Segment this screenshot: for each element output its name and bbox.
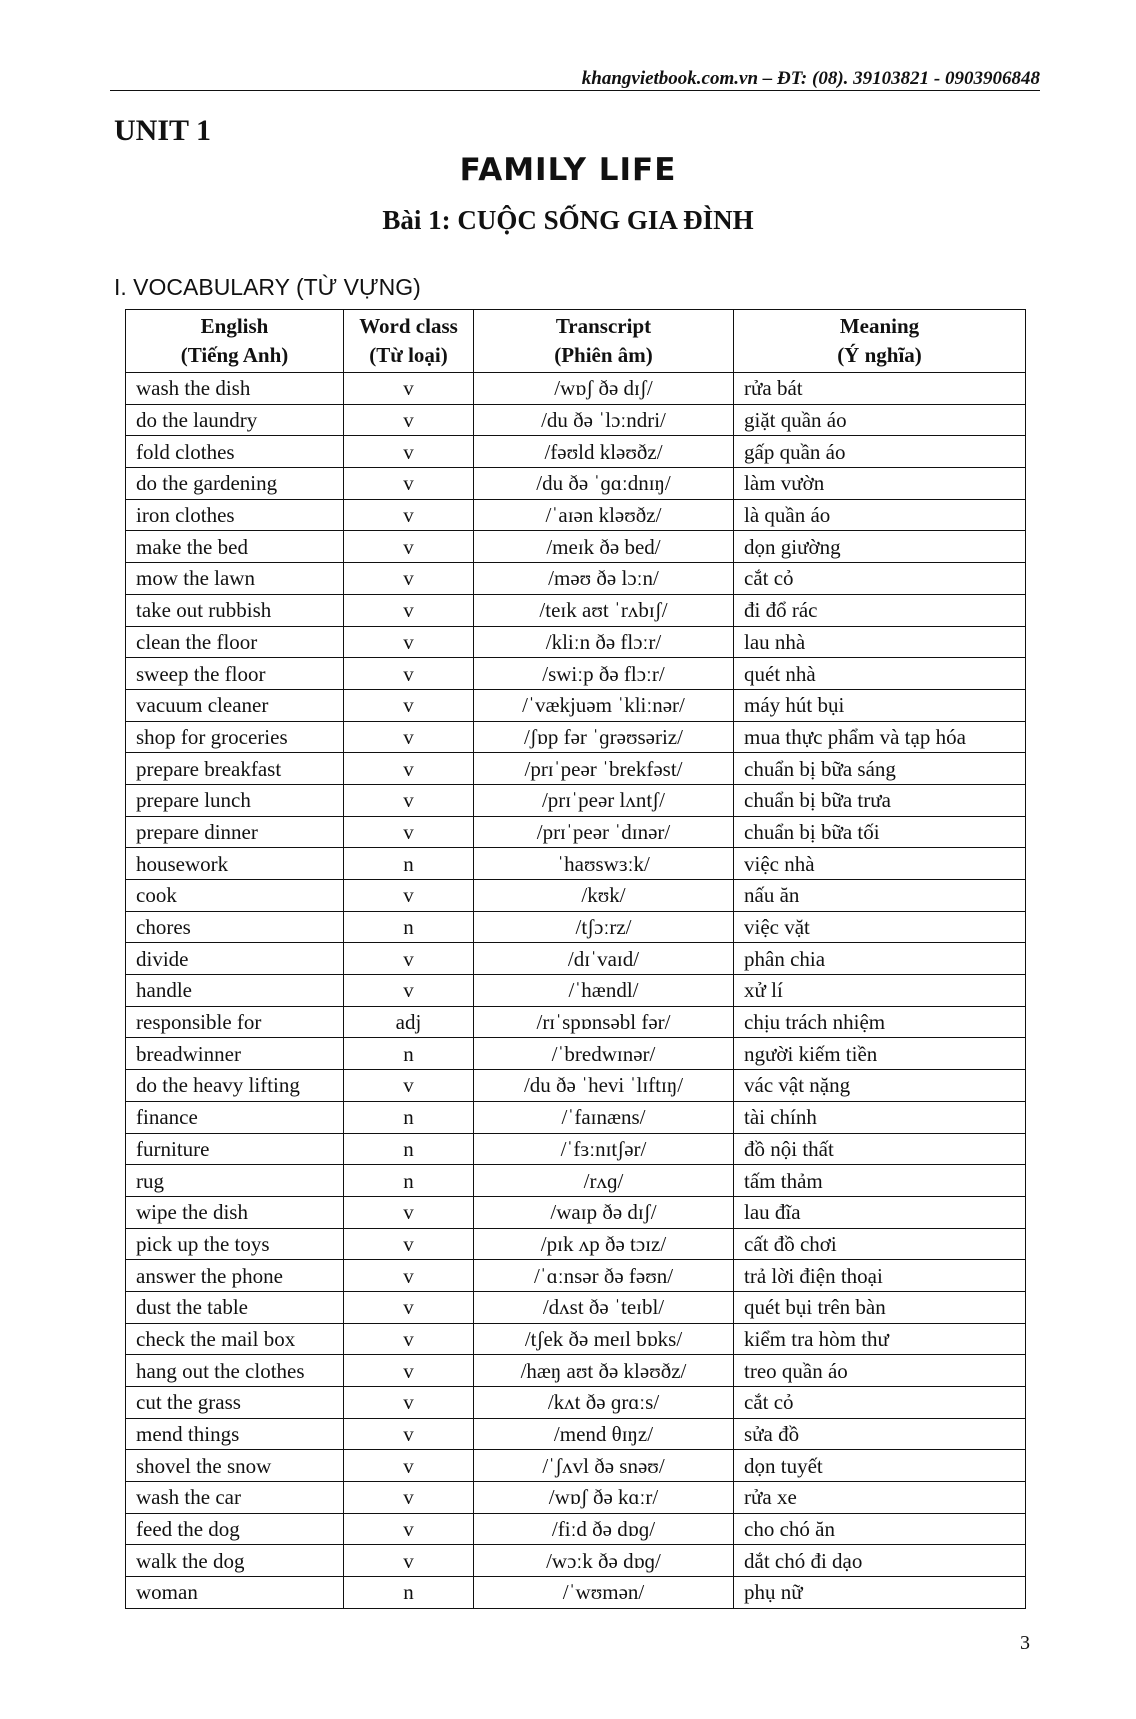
cell-transcript: /dɪˈvaɪd/	[474, 943, 734, 975]
table-row	[126, 911, 1026, 943]
cell-word-class: n	[344, 911, 474, 943]
cell-english: shop for groceries	[126, 721, 344, 753]
cell-english: walk the dog	[126, 1545, 344, 1577]
cell-meaning: cắt cỏ	[734, 1387, 1026, 1419]
cell-transcript: /ˈfɜːnɪtʃər/	[474, 1133, 734, 1165]
header-english: English (Tiếng Anh)	[126, 310, 344, 373]
table-row	[126, 373, 1026, 405]
cell-english: take out rubbish	[126, 594, 344, 626]
cell-meaning: cho chó ăn	[734, 1513, 1026, 1545]
cell-english: finance	[126, 1101, 344, 1133]
cell-word-class: v	[344, 1513, 474, 1545]
cell-english: divide	[126, 943, 344, 975]
cell-word-class: v	[344, 943, 474, 975]
cell-transcript: /prɪˈpeər lʌntʃ/	[474, 784, 734, 816]
table-row	[126, 658, 1026, 690]
cell-meaning: phân chia	[734, 943, 1026, 975]
cell-word-class: v	[344, 1196, 474, 1228]
cell-word-class: v	[344, 1323, 474, 1355]
table-row	[126, 563, 1026, 595]
cell-transcript: /wɔːk ðə dɒɡ/	[474, 1545, 734, 1577]
cell-word-class: v	[344, 1291, 474, 1323]
cell-transcript: /wɒʃ ðə dɪʃ/	[474, 373, 734, 405]
cell-english: do the laundry	[126, 404, 344, 436]
cell-word-class: adj	[344, 1006, 474, 1038]
table-row	[126, 1070, 1026, 1102]
header-meaning: Meaning (Ý nghĩa)	[734, 310, 1026, 373]
cell-meaning: nấu ăn	[734, 880, 1026, 912]
cell-transcript: /ˈhændl/	[474, 975, 734, 1007]
cell-transcript: /ˈbredwɪnər/	[474, 1038, 734, 1070]
cell-transcript: /ˈʃʌvl ðə snəʊ/	[474, 1450, 734, 1482]
cell-transcript: /rɪˈspɒnsəbl fər/	[474, 1006, 734, 1038]
cell-english: dust the table	[126, 1291, 344, 1323]
cell-transcript: /ʃɒp fər ˈɡrəʊsəriz/	[474, 721, 734, 753]
cell-word-class: v	[344, 658, 474, 690]
cell-english: chores	[126, 911, 344, 943]
cell-english: furniture	[126, 1133, 344, 1165]
cell-meaning: mua thực phẩm và tạp hóa	[734, 721, 1026, 753]
cell-transcript: /wɒʃ ðə kɑːr/	[474, 1482, 734, 1514]
table-row	[126, 1165, 1026, 1197]
cell-word-class: v	[344, 1228, 474, 1260]
table-row	[126, 1450, 1026, 1482]
cell-english: iron clothes	[126, 499, 344, 531]
cell-word-class: v	[344, 563, 474, 595]
table-row	[126, 784, 1026, 816]
table-row	[126, 531, 1026, 563]
table-row	[126, 689, 1026, 721]
cell-english: check the mail box	[126, 1323, 344, 1355]
cell-transcript: /waɪp ðə dɪʃ/	[474, 1196, 734, 1228]
cell-meaning: giặt quần áo	[734, 404, 1026, 436]
cell-transcript: /ˈfaɪnæns/	[474, 1101, 734, 1133]
cell-meaning: máy hút bụi	[734, 689, 1026, 721]
cell-meaning: gấp quần áo	[734, 436, 1026, 468]
cell-transcript: /du ðə ˈhevi ˈlɪftɪŋ/	[474, 1070, 734, 1102]
table-row	[126, 1355, 1026, 1387]
cell-meaning: tài chính	[734, 1101, 1026, 1133]
cell-word-class: v	[344, 594, 474, 626]
cell-transcript: /meɪk ðə bed/	[474, 531, 734, 563]
cell-meaning: treo quần áo	[734, 1355, 1026, 1387]
cell-meaning: rửa xe	[734, 1482, 1026, 1514]
table-row	[126, 1038, 1026, 1070]
table-row	[126, 1323, 1026, 1355]
cell-word-class: v	[344, 1545, 474, 1577]
cell-meaning: việc vặt	[734, 911, 1026, 943]
cell-transcript: /hæŋ aʊt ðə kləʊðz/	[474, 1355, 734, 1387]
table-row	[126, 1196, 1026, 1228]
cell-transcript: /kʊk/	[474, 880, 734, 912]
cell-word-class: n	[344, 1165, 474, 1197]
table-row	[126, 943, 1026, 975]
cell-meaning: chịu trách nhiệm	[734, 1006, 1026, 1038]
cell-english: breadwinner	[126, 1038, 344, 1070]
cell-transcript: /ˈvækjuəm ˈkliːnər/	[474, 689, 734, 721]
cell-english: pick up the toys	[126, 1228, 344, 1260]
cell-meaning: lau đĩa	[734, 1196, 1026, 1228]
cell-english: do the heavy lifting	[126, 1070, 344, 1102]
cell-transcript: /rʌɡ/	[474, 1165, 734, 1197]
cell-word-class: v	[344, 689, 474, 721]
cell-english: answer the phone	[126, 1260, 344, 1292]
cell-word-class: n	[344, 1577, 474, 1609]
table-body	[126, 373, 1026, 1609]
header-transcript: Transcript (Phiên âm)	[474, 310, 734, 373]
table-row	[126, 721, 1026, 753]
cell-word-class: v	[344, 975, 474, 1007]
cell-meaning: là quần áo	[734, 499, 1026, 531]
cell-word-class: v	[344, 499, 474, 531]
header-word-class: Word class (Từ loại)	[344, 310, 474, 373]
cell-english: rug	[126, 1165, 344, 1197]
cell-meaning: chuẩn bị bữa trưa	[734, 784, 1026, 816]
table-row	[126, 1133, 1026, 1165]
cell-english: shovel the snow	[126, 1450, 344, 1482]
table-row	[126, 468, 1026, 500]
cell-english: make the bed	[126, 531, 344, 563]
table-row	[126, 880, 1026, 912]
cell-word-class: v	[344, 753, 474, 785]
cell-word-class: v	[344, 1418, 474, 1450]
table-row	[126, 1260, 1026, 1292]
table-row	[126, 1545, 1026, 1577]
cell-english: vacuum cleaner	[126, 689, 344, 721]
cell-transcript: /fəʊld kləʊðz/	[474, 436, 734, 468]
cell-transcript: /ˈaɪən kləʊðz/	[474, 499, 734, 531]
table-row	[126, 1513, 1026, 1545]
unit-label: UNIT 1	[114, 114, 211, 147]
cell-meaning: việc nhà	[734, 848, 1026, 880]
table-row	[126, 1577, 1026, 1609]
cell-transcript: ˈhaʊswɜːk/	[474, 848, 734, 880]
cell-meaning: cắt cỏ	[734, 563, 1026, 595]
cell-english: wash the car	[126, 1482, 344, 1514]
table-row	[126, 1006, 1026, 1038]
cell-meaning: quét nhà	[734, 658, 1026, 690]
cell-meaning: xử lí	[734, 975, 1026, 1007]
cell-word-class: v	[344, 721, 474, 753]
cell-transcript: /dʌst ðə ˈteɪbl/	[474, 1291, 734, 1323]
cell-meaning: chuẩn bị bữa sáng	[734, 753, 1026, 785]
cell-meaning: dọn giường	[734, 531, 1026, 563]
cell-transcript: /tʃek ðə meɪl bɒks/	[474, 1323, 734, 1355]
cell-english: prepare lunch	[126, 784, 344, 816]
cell-transcript: /du ðə ˈɡɑːdnɪŋ/	[474, 468, 734, 500]
cell-english: clean the floor	[126, 626, 344, 658]
cell-transcript: /du ðə ˈlɔːndri/	[474, 404, 734, 436]
cell-transcript: /məʊ ðə lɔːn/	[474, 563, 734, 595]
table-row	[126, 626, 1026, 658]
cell-word-class: n	[344, 848, 474, 880]
cell-transcript: /mend θɪŋz/	[474, 1418, 734, 1450]
table-header-row	[126, 310, 1026, 373]
cell-english: hang out the clothes	[126, 1355, 344, 1387]
cell-word-class: v	[344, 880, 474, 912]
cell-meaning: cất đồ chơi	[734, 1228, 1026, 1260]
cell-transcript: /prɪˈpeər ˈbrekfəst/	[474, 753, 734, 785]
cell-word-class: v	[344, 468, 474, 500]
cell-meaning: đi đổ rác	[734, 594, 1026, 626]
cell-meaning: người kiếm tiền	[734, 1038, 1026, 1070]
cell-english: wipe the dish	[126, 1196, 344, 1228]
cell-meaning: làm vườn	[734, 468, 1026, 500]
cell-english: woman	[126, 1577, 344, 1609]
cell-english: prepare dinner	[126, 816, 344, 848]
cell-meaning: vác vật nặng	[734, 1070, 1026, 1102]
cell-word-class: v	[344, 1387, 474, 1419]
cell-meaning: tấm thảm	[734, 1165, 1026, 1197]
cell-transcript: /pɪk ʌp ðə tɔɪz/	[474, 1228, 734, 1260]
cell-word-class: v	[344, 1355, 474, 1387]
table-row	[126, 499, 1026, 531]
page-title: FAMILY LIFE	[459, 152, 677, 188]
cell-meaning: dọn tuyết	[734, 1450, 1026, 1482]
cell-transcript: /swiːp ðə flɔːr/	[474, 658, 734, 690]
cell-english: fold clothes	[126, 436, 344, 468]
table-row	[126, 1482, 1026, 1514]
table-row	[126, 1101, 1026, 1133]
cell-meaning: dắt chó đi dạo	[734, 1545, 1026, 1577]
cell-meaning: đồ nội thất	[734, 1133, 1026, 1165]
cell-word-class: v	[344, 784, 474, 816]
cell-transcript: /tʃɔːrz/	[474, 911, 734, 943]
cell-english: feed the dog	[126, 1513, 344, 1545]
cell-word-class: v	[344, 1070, 474, 1102]
cell-word-class: v	[344, 816, 474, 848]
page-subtitle: Bài 1: CUỘC SỐNG GIA ĐÌNH	[382, 205, 754, 235]
cell-english: prepare breakfast	[126, 753, 344, 785]
cell-english: wash the dish	[126, 373, 344, 405]
cell-transcript: /prɪˈpeər ˈdɪnər/	[474, 816, 734, 848]
cell-word-class: n	[344, 1038, 474, 1070]
cell-meaning: lau nhà	[734, 626, 1026, 658]
cell-transcript: /fiːd ðə dɒɡ/	[474, 1513, 734, 1545]
cell-word-class: v	[344, 373, 474, 405]
table-row	[126, 1291, 1026, 1323]
cell-transcript: /ˈwʊmən/	[474, 1577, 734, 1609]
cell-meaning: kiểm tra hòm thư	[734, 1323, 1026, 1355]
cell-word-class: v	[344, 404, 474, 436]
cell-word-class: n	[344, 1101, 474, 1133]
table-row	[126, 975, 1026, 1007]
cell-transcript: /kʌt ðə ɡrɑːs/	[474, 1387, 734, 1419]
cell-meaning: quét bụi trên bàn	[734, 1291, 1026, 1323]
cell-meaning: trả lời điện thoại	[734, 1260, 1026, 1292]
cell-transcript: /ˈɑːnsər ðə fəʊn/	[474, 1260, 734, 1292]
cell-english: responsible for	[126, 1006, 344, 1038]
cell-word-class: v	[344, 1260, 474, 1292]
cell-english: mow the lawn	[126, 563, 344, 595]
cell-english: sweep the floor	[126, 658, 344, 690]
table-row	[126, 816, 1026, 848]
cell-word-class: n	[344, 1133, 474, 1165]
table-row	[126, 436, 1026, 468]
table-row	[126, 1387, 1026, 1419]
page-number: 3	[1020, 1632, 1030, 1654]
cell-meaning: sửa đồ	[734, 1418, 1026, 1450]
cell-word-class: v	[344, 531, 474, 563]
cell-english: housework	[126, 848, 344, 880]
table-row	[126, 753, 1026, 785]
publisher-contact: khangvietbook.com.vn – ĐT: (08). 39103821 - 0903906848	[581, 68, 1040, 89]
table-row	[126, 1228, 1026, 1260]
section-heading: I. VOCABULARY (TỪ VỰNG)	[114, 274, 421, 300]
cell-word-class: v	[344, 436, 474, 468]
cell-meaning: rửa bát	[734, 373, 1026, 405]
cell-english: cut the grass	[126, 1387, 344, 1419]
header-rule	[110, 90, 1040, 91]
table-row	[126, 594, 1026, 626]
cell-english: handle	[126, 975, 344, 1007]
table-row	[126, 1418, 1026, 1450]
cell-word-class: v	[344, 626, 474, 658]
table-row	[126, 848, 1026, 880]
cell-transcript: /kliːn ðə flɔːr/	[474, 626, 734, 658]
cell-meaning: phụ nữ	[734, 1577, 1026, 1609]
cell-word-class: v	[344, 1450, 474, 1482]
table-row	[126, 404, 1026, 436]
cell-english: cook	[126, 880, 344, 912]
cell-english: mend things	[126, 1418, 344, 1450]
vocabulary-table	[125, 309, 1026, 1609]
cell-word-class: v	[344, 1482, 474, 1514]
cell-transcript: /teɪk aʊt ˈrʌbɪʃ/	[474, 594, 734, 626]
cell-meaning: chuẩn bị bữa tối	[734, 816, 1026, 848]
cell-english: do the gardening	[126, 468, 344, 500]
